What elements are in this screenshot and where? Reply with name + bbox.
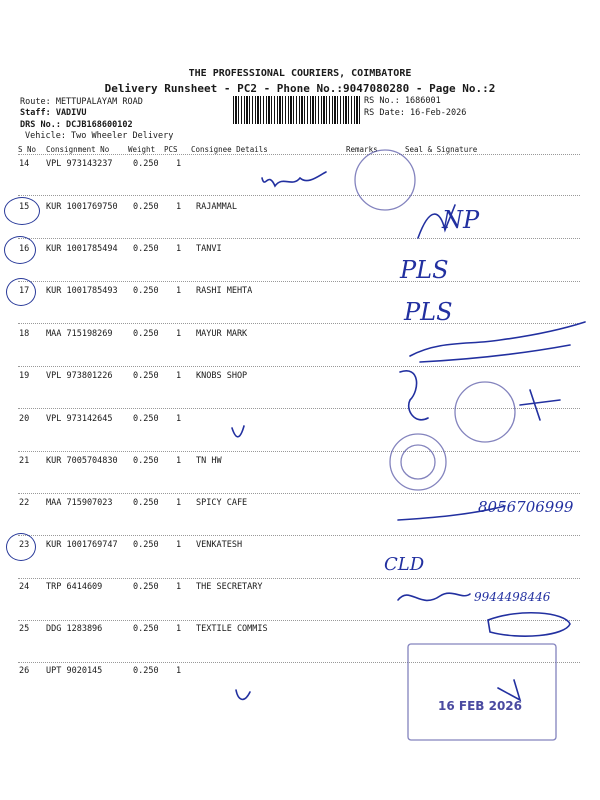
rs-date: RS Date: 16-Feb-2026 [364, 108, 467, 118]
row-sno: 15 [19, 202, 30, 212]
signature-stroke [498, 680, 520, 700]
row-sno: 19 [19, 371, 30, 381]
row-weight: 0.250 [133, 286, 159, 296]
row-weight: 0.250 [133, 624, 159, 634]
row-weight: 0.250 [133, 456, 159, 466]
handwritten-pls: PLS [400, 256, 449, 284]
col-remarks: Remarks [346, 145, 378, 154]
row-consignment: UPT 9020145 [46, 666, 103, 676]
stamp-circle [355, 150, 415, 210]
col-sno: S No [18, 145, 37, 154]
row-weight: 0.250 [133, 244, 159, 254]
row-consignee: VENKATESH [196, 540, 243, 550]
row-consignment: KUR 7005704830 [46, 456, 118, 466]
row-weight: 0.250 [133, 666, 159, 676]
row-pcs: 1 [176, 414, 182, 424]
row-consignment: KUR 1001785493 [46, 286, 118, 296]
handwritten-phone: 8056706999 [478, 498, 574, 516]
signature-stroke [236, 690, 250, 699]
row-consignee: MAYUR MARK [196, 329, 248, 339]
signature-stroke [262, 172, 326, 186]
row-pcs: 1 [176, 244, 182, 254]
signature-stroke [400, 371, 428, 420]
row-pcs: 1 [176, 666, 182, 676]
handwritten-pls: PLS [404, 298, 453, 326]
row-pcs: 1 [176, 498, 182, 508]
company-title: THE PROFESSIONAL COURIERS, COIMBATORE [188, 68, 412, 79]
row-consignee: TN HW [196, 456, 222, 466]
stamp-frame [408, 644, 556, 740]
row-consignee: TEXTILE COMMIS [196, 624, 268, 634]
row-pcs: 1 [176, 456, 182, 466]
vehicle-label: Vehicle: Two Wheeler Delivery [25, 131, 174, 141]
row-weight: 0.250 [133, 414, 159, 424]
col-weight: Weight [128, 145, 156, 154]
row-sno: 26 [19, 666, 30, 676]
row-weight: 0.250 [133, 159, 159, 169]
row-pcs: 1 [176, 329, 182, 339]
handwritten-np: NP [442, 206, 480, 234]
row-pcs: 1 [176, 624, 182, 634]
stamp-date: 16 FEB 2026 [438, 699, 522, 713]
row-weight: 0.250 [133, 582, 159, 592]
row-consignment: KUR 1001769747 [46, 540, 118, 550]
row-consignment: TRP 6414609 [46, 582, 103, 592]
row-sno: 25 [19, 624, 30, 634]
row-consignment: VPL 973801226 [46, 371, 113, 381]
row-sno: 16 [19, 244, 30, 254]
row-sno: 17 [19, 286, 30, 296]
row-consignee: RASHI MEHTA [196, 286, 253, 296]
signature-stroke [410, 322, 585, 356]
row-consignment: MAA 715198269 [46, 329, 113, 339]
row-pcs: 1 [176, 159, 182, 169]
row-pcs: 1 [176, 202, 182, 212]
signature-stroke [398, 593, 470, 600]
row-consignment: MAA 715907023 [46, 498, 113, 508]
row-consignee: SPICY CAFE [196, 498, 248, 508]
staff-label: Staff: VADIVU [20, 108, 87, 118]
row-sno: 24 [19, 582, 30, 592]
row-consignment: KUR 1001785494 [46, 244, 118, 254]
col-consignment: Consignment No [46, 145, 110, 154]
row-consignment: KUR 1001769750 [46, 202, 118, 212]
row-pcs: 1 [176, 371, 182, 381]
row-sno: 22 [19, 498, 30, 508]
row-weight: 0.250 [133, 329, 159, 339]
row-sno: 20 [19, 414, 30, 424]
signature-stroke [420, 345, 570, 362]
row-sno: 14 [19, 159, 30, 169]
row-sno: 23 [19, 540, 30, 550]
row-weight: 0.250 [133, 202, 159, 212]
row-pcs: 1 [176, 540, 182, 550]
signature-stroke [520, 390, 560, 420]
row-sno: 18 [19, 329, 30, 339]
signature-stroke [232, 426, 244, 437]
runsheet-subtitle: Delivery Runsheet - PC2 - Phone No.:9047080280 - Page No.:2 [104, 82, 496, 95]
row-consignee: KNOBS SHOP [196, 371, 248, 381]
handwritten-phone: 9944498446 [474, 590, 551, 604]
col-seal: Seal & Signature [405, 145, 478, 154]
stamp-circle [401, 445, 435, 479]
row-consignment: VPL 973143237 [46, 159, 113, 169]
col-consignee: Consignee Details [191, 145, 268, 154]
stamp-circle [390, 434, 446, 490]
row-consignee: RAJAMMAL [196, 202, 237, 212]
row-consignment: DDG 1283896 [46, 624, 103, 634]
row-consignment: VPL 973142645 [46, 414, 113, 424]
row-weight: 0.250 [133, 371, 159, 381]
signature-stroke [488, 613, 570, 636]
stamp-circle [455, 382, 515, 442]
row-pcs: 1 [176, 286, 182, 296]
route-label: Route: METTUPALAYAM ROAD [20, 97, 143, 107]
col-pcs: PCS [164, 145, 178, 154]
row-consignee: TANVI [196, 244, 222, 254]
drs-label: DRS No.: DCJB168600102 [20, 120, 133, 130]
rs-number: RS No.: 1686001 [364, 96, 441, 106]
row-pcs: 1 [176, 582, 182, 592]
handwritten-cld: CLD [384, 554, 425, 575]
row-weight: 0.250 [133, 540, 159, 550]
row-consignee: THE SECRETARY [196, 582, 263, 592]
row-weight: 0.250 [133, 498, 159, 508]
row-sno: 21 [19, 456, 30, 466]
